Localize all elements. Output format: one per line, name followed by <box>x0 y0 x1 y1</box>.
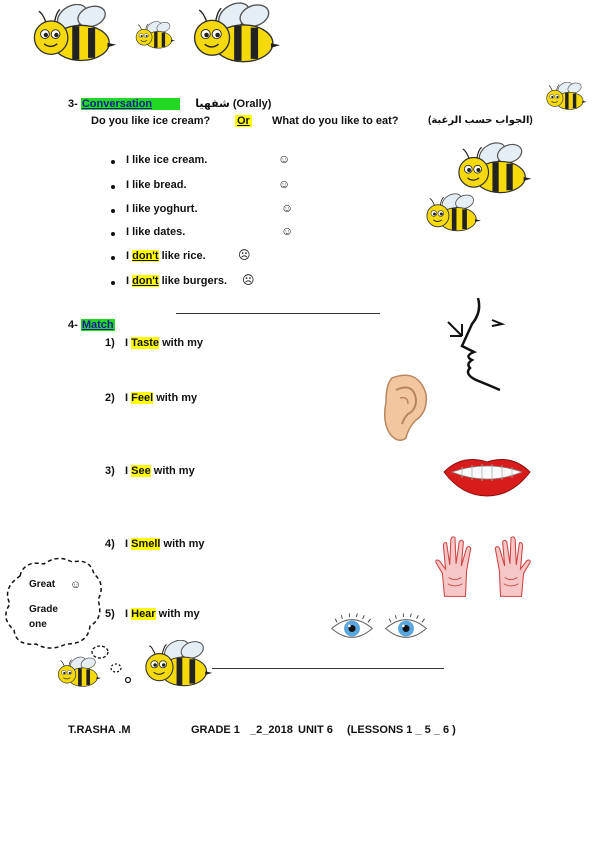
frown-icon: ☹ <box>242 273 255 287</box>
match-item <box>105 392 197 404</box>
bee-icon <box>134 20 176 52</box>
footer-unit: UNIT 6 <box>298 724 333 736</box>
list-item <box>126 250 206 262</box>
bee-icon <box>140 640 216 690</box>
section-number: 3- <box>68 98 78 110</box>
arabic-note: (الجواب حسب الرغبة) <box>428 115 533 126</box>
smiley-icon: ☺ <box>281 224 294 238</box>
item-text: with my <box>160 538 205 550</box>
section-number: 4- <box>68 319 78 331</box>
list-item <box>126 154 207 166</box>
item-text: I <box>125 392 132 404</box>
item-text: I <box>125 337 132 349</box>
item-text: I like dates. <box>126 226 186 238</box>
divider <box>176 313 380 314</box>
list-item <box>126 226 185 238</box>
section-title: Match <box>81 319 114 331</box>
orally-label: (Orally) <box>232 98 272 110</box>
ear-icon <box>378 372 432 444</box>
item-number: 1) <box>105 337 115 349</box>
question-2: What do you like to eat? <box>272 115 399 127</box>
match-item <box>105 465 195 477</box>
item-number: 2) <box>105 392 115 404</box>
item-text: I <box>126 275 133 287</box>
item-text: with my <box>155 608 200 620</box>
bubble-great: Great <box>29 579 56 590</box>
sense-word: Taste <box>131 337 160 349</box>
nose-face-icon <box>440 294 510 392</box>
eye-icon <box>382 610 430 640</box>
item-text: like rice. <box>158 250 206 262</box>
item-text: like burgers. <box>158 275 228 287</box>
smiley-icon: ☺ <box>281 201 294 215</box>
footer-teacher: T.RASHA .M <box>68 724 131 736</box>
sense-word: See <box>131 465 151 477</box>
list-item <box>126 275 227 287</box>
item-number: 4) <box>105 538 115 550</box>
section4-header <box>68 319 115 331</box>
bubble-grade: Grade <box>29 604 58 615</box>
match-item <box>105 538 205 550</box>
hand-icon <box>490 532 532 602</box>
smiley-icon: ☺ <box>278 177 291 191</box>
item-number: 5) <box>105 608 115 620</box>
item-text: I like bread. <box>126 179 187 191</box>
smiley-icon: ☺ <box>278 152 291 166</box>
bullet-icon <box>111 209 115 213</box>
item-text: I <box>125 608 132 620</box>
item-highlight: don't <box>132 275 159 287</box>
item-text: with my <box>153 392 198 404</box>
item-text: I like ice cream. <box>126 154 208 166</box>
list-item <box>126 179 187 191</box>
item-text: I like yoghurt. <box>126 203 198 215</box>
sense-word: Hear <box>131 608 156 620</box>
item-text: with my <box>150 465 195 477</box>
item-number: 3) <box>105 465 115 477</box>
sense-word: Smell <box>131 538 161 550</box>
item-text: I <box>125 538 132 550</box>
frown-icon: ☹ <box>238 248 251 262</box>
bullet-icon <box>111 232 115 236</box>
list-item <box>126 203 198 215</box>
footer-grade: GRADE 1 <box>191 724 240 736</box>
bullet-icon <box>111 185 115 189</box>
bee-icon <box>30 4 118 66</box>
item-highlight: don't <box>132 250 159 262</box>
smiley-icon: ☺ <box>70 579 82 591</box>
bubble-one: one <box>29 619 47 630</box>
bee-icon <box>190 2 282 68</box>
footer-date: _2_2018 <box>250 724 293 736</box>
eye-icon <box>328 610 376 640</box>
sense-word: Feel <box>131 392 154 404</box>
bullet-icon <box>111 160 115 164</box>
bee-icon <box>455 142 533 198</box>
bee-icon <box>424 193 482 235</box>
or-label: Or <box>237 115 250 127</box>
hand-icon <box>434 532 476 602</box>
bullet-icon <box>111 281 115 285</box>
item-text: I <box>125 465 132 477</box>
section3-header <box>68 97 271 110</box>
bee-icon <box>56 655 102 691</box>
arabic-label: شفهيا <box>195 98 230 110</box>
footer-lessons: (LESSONS 1 _ 5 _ 6 ) <box>347 724 456 736</box>
question-1: Do you like ice cream? <box>91 115 211 127</box>
section-title: Conversation <box>81 98 180 110</box>
bee-icon <box>544 82 588 112</box>
mouth-icon <box>442 452 532 498</box>
bullet-icon <box>111 256 115 260</box>
match-item <box>105 337 203 349</box>
item-text: I <box>126 250 133 262</box>
item-text: with my <box>159 337 204 349</box>
divider <box>212 668 444 669</box>
